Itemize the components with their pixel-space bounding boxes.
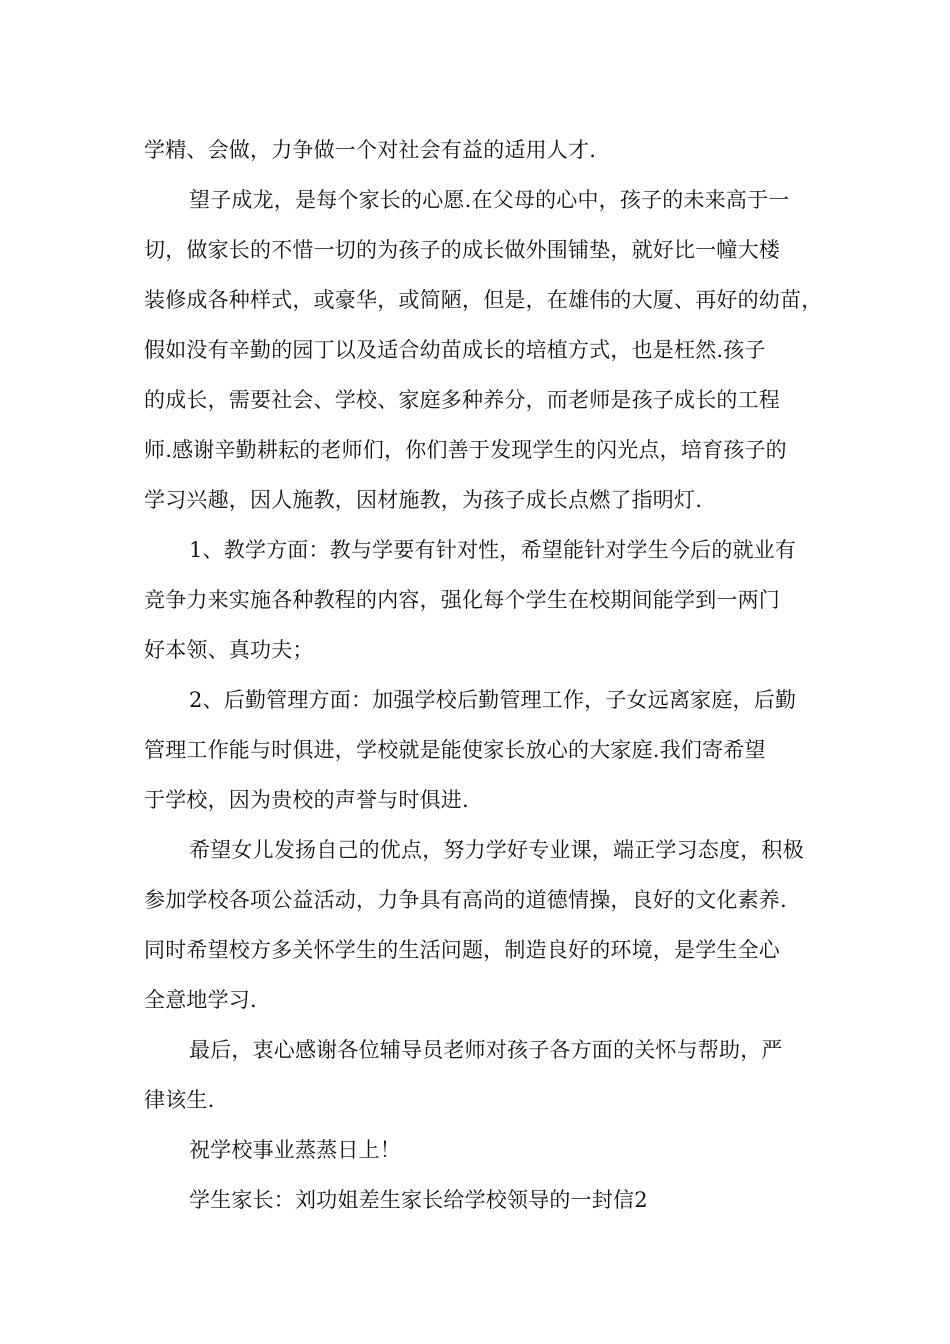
text-line: 律该生.: [144, 1088, 215, 1112]
text-line: 2、后勤管理方面：加强学校后勤管理工作，子女远离家庭，后勤: [189, 688, 797, 712]
text-line: 最后，衷心感谢各位辅导员老师对孩子各方面的关怀与帮助，严: [189, 1038, 783, 1062]
text-line: 装修成各种样式，或豪华，或简陋，但是，在雄伟的大厦、再好的幼苗，: [144, 288, 823, 312]
text-line: 好本领、真功夫；: [144, 638, 314, 662]
text-line: 1、教学方面：教与学要有针对性，希望能针对学生今后的就业有: [189, 538, 797, 562]
text-line: 希望女儿发扬自己的优点，努力学好专业课，端正学习态度，积极: [189, 838, 804, 862]
text-line: 假如没有辛勤的园丁以及适合幼苗成长的培植方式，也是枉然.孩子: [144, 338, 766, 362]
text-line: 于学校，因为贵校的声誉与时俱进.: [144, 788, 469, 812]
text-line: 参加学校各项公益活动，力争具有高尚的道德情操，良好的文化素养.: [144, 888, 787, 912]
text-line: 祝学校事业蒸蒸日上！: [189, 1138, 401, 1162]
text-line: 竞争力来实施各种教程的内容，强化每个学生在校期间能学到一两门: [144, 588, 780, 612]
text-line: 学习兴趣，因人施教，因材施教，为孩子成长点燃了指明灯.: [144, 488, 703, 512]
text-line: 学精、会做，力争做一个对社会有益的适用人才.: [144, 138, 597, 162]
text-line: 切，做家长的不惜一切的为孩子的成长做外围铺垫，就好比一幢大楼: [144, 238, 780, 262]
text-line: 望子成龙，是每个家长的心愿.在父母的心中，孩子的未来高于一: [189, 188, 790, 212]
text-line: 全意地学习.: [144, 988, 257, 1012]
text-line: 学生家长：刘功姐差生家长给学校领导的一封信2: [189, 1188, 648, 1212]
text-line: 同时希望校方多关怀学生的生活问题，制造良好的环境，是学生全心: [144, 938, 780, 962]
text-line: 管理工作能与时俱进，学校就是能使家长放心的大家庭.我们寄希望: [144, 738, 766, 762]
text-line: 的成长，需要社会、学校、家庭多种养分，而老师是孩子成长的工程: [144, 388, 780, 412]
text-line: 师.感谢辛勤耕耘的老师们，你们善于发现学生的闪光点，培育孩子的: [144, 438, 787, 462]
